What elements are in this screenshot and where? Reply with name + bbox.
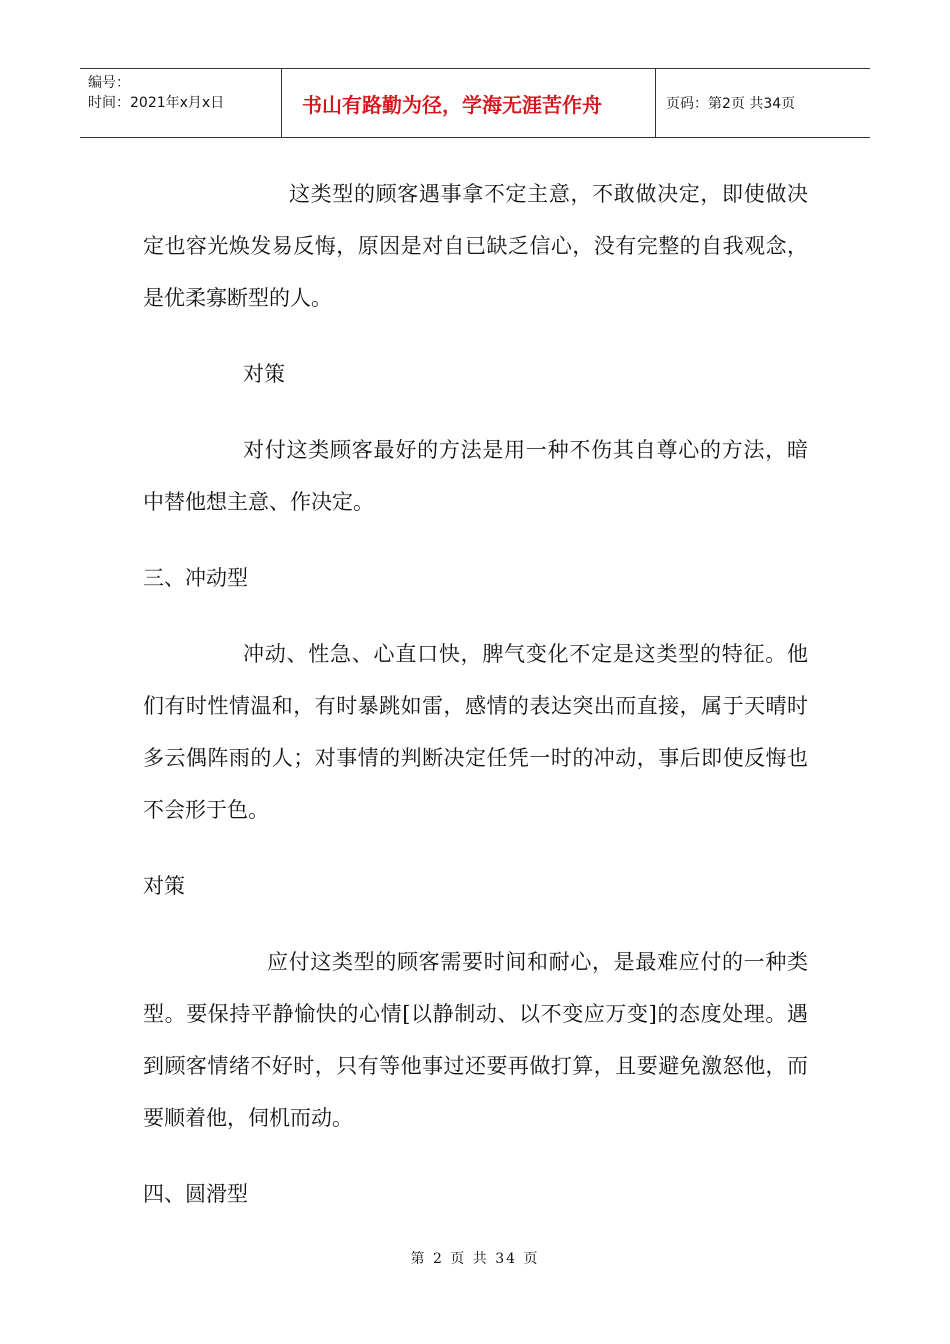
section-heading-countermeasure-2: 对策	[143, 874, 185, 898]
header-meta	[80, 69, 282, 137]
document-body	[143, 168, 808, 1220]
motto-text: 书山有路勤为径，学海无涯苦作舟	[302, 92, 602, 117]
page-header	[80, 68, 870, 138]
header-page-info	[656, 69, 870, 137]
paragraph-2: 对付这类顾客最好的方法是用一种不伤其自尊心的方法，暗中替他想主意、作决定。	[143, 438, 808, 514]
section-heading-impulsive: 三、冲动型	[143, 566, 248, 590]
section-heading-smooth: 四、圆滑型	[143, 1182, 248, 1206]
paragraph-4: 应付这类型的顾客需要时间和耐心，是最难应付的一种类型。要保持平静愉快的心情[以静制动、以不变应万变]的态度处理。遇到顾客情绪不好时，只有等他事过还要再做打算，且要避免激怒他，而要顺着他，伺机而动。	[143, 950, 808, 1130]
date-label: 时间：2021年x月x日	[88, 95, 225, 111]
paragraph-1: 这类型的顾客遇事拿不定主意，不敢做决定，即使做决定也容光焕发易反悔，原因是对自已缺乏信心，没有完整的自我观念，是优柔寡断型的人。	[143, 182, 808, 310]
header-motto	[282, 69, 656, 137]
paragraph-3: 冲动、性急、心直口快，脾气变化不定是这类型的特征。他们有时性情温和，有时暴跳如雷，感情的表达突出而直接，属于天晴时多云偶阵雨的人；对事情的判断决定任凭一时的冲动，事后即使反悔也不会形于色。	[143, 642, 808, 822]
section-heading-countermeasure-1: 对策	[243, 362, 285, 386]
page-info-text: 页码：第2页 共34页	[666, 96, 796, 112]
serial-number-label: 编号：	[88, 75, 130, 91]
page-footer: 第 2 页 共 34 页	[410, 1251, 540, 1267]
